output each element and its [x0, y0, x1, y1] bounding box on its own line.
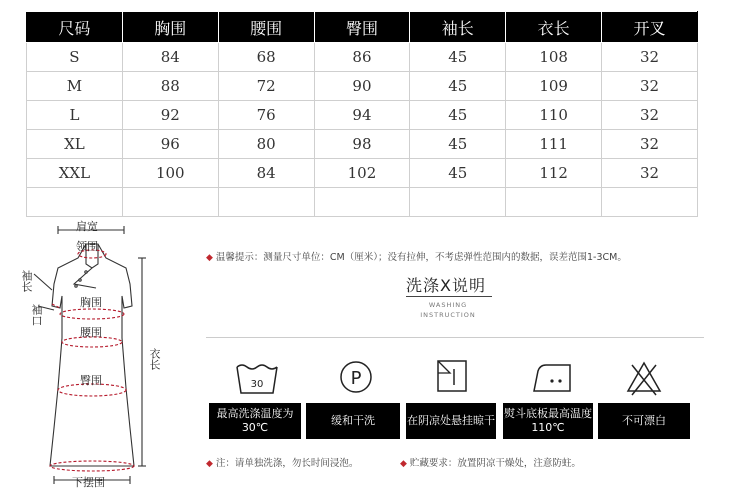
table-row: [27, 43, 698, 72]
table-cell: 76: [218, 101, 314, 130]
table-cell: [410, 188, 506, 217]
tip-text: 温馨提示：测量尺寸单位：CM（厘米）；没有拉伸，不考虑弹性范围内的数据，误差范围1-3CM。: [215, 252, 627, 263]
iron-icon: [526, 357, 578, 401]
dry-clean-label: P: [350, 368, 362, 389]
wash-divider: [406, 296, 492, 297]
shade-dry-icon: [432, 357, 472, 401]
table-cell: 112: [506, 159, 602, 188]
diamond-bullet-icon: ◆: [206, 459, 213, 469]
dry-clean-icon: [336, 357, 376, 401]
header-bust: 胸围: [122, 12, 218, 43]
table-cell: 72: [218, 72, 314, 101]
table-cell: 94: [314, 101, 410, 130]
size-table-body: [27, 43, 698, 217]
wash-subtitle: WASHING INSTRUCTION: [420, 301, 476, 319]
table-cell: 32: [602, 43, 698, 72]
label-shoulder: 肩宽: [76, 220, 98, 233]
table-cell: 98: [314, 130, 410, 159]
table-cell: 45: [410, 101, 506, 130]
size-table: [26, 11, 698, 217]
table-cell: L: [27, 101, 123, 130]
diamond-bullet-icon: ◆: [400, 459, 407, 469]
header-waist: 腰围: [218, 12, 314, 43]
table-cell: S: [27, 43, 123, 72]
table-cell: [506, 188, 602, 217]
table-cell: XL: [27, 130, 123, 159]
label-collar: 领围: [76, 240, 98, 253]
no-bleach-icon: [624, 357, 664, 401]
table-cell: [602, 188, 698, 217]
table-cell: 45: [410, 159, 506, 188]
table-cell: 108: [506, 43, 602, 72]
table-cell: 86: [314, 43, 410, 72]
table-cell: 96: [122, 130, 218, 159]
caption-dry-clean: 缓和干洗: [306, 403, 400, 439]
section-divider: [206, 337, 704, 338]
table-cell: M: [27, 72, 123, 101]
table-cell: 32: [602, 159, 698, 188]
diamond-bullet-icon: ◆: [206, 253, 213, 263]
table-cell: 68: [218, 43, 314, 72]
table-cell: [27, 188, 123, 217]
table-cell: 45: [410, 72, 506, 101]
label-hem: 下摆围: [72, 476, 105, 489]
label-hip: 臀围: [80, 374, 102, 387]
measurement-tip: [206, 249, 627, 263]
wash-title: 洗涤X说明: [406, 276, 486, 295]
header-slit: 开叉: [602, 12, 698, 43]
care-note-text: 注：请单独洗涤，勿长时间浸泡。: [215, 458, 359, 469]
table-cell: 80: [218, 130, 314, 159]
caption-iron-temp: 熨斗底板最高温度110℃: [503, 403, 593, 439]
table-row: [27, 101, 698, 130]
storage-note-text: 贮藏要求：放置阴凉干燥处，注意防蛀。: [409, 458, 581, 469]
table-cell: [314, 188, 410, 217]
wash-tub-icon: [234, 357, 280, 401]
table-cell: 84: [218, 159, 314, 188]
table-cell: [218, 188, 314, 217]
dress-measurement-figure: [0, 218, 190, 492]
table-cell: 45: [410, 130, 506, 159]
wash-temp-label: 30: [250, 379, 264, 390]
table-cell: 110: [506, 101, 602, 130]
table-row: [27, 188, 698, 217]
table-row: [27, 130, 698, 159]
caption-wash-temp: 最高洗涤温度为30℃: [209, 403, 301, 439]
label-cuff: 袖口: [30, 304, 43, 326]
label-waist: 腰围: [80, 326, 102, 339]
header-size: 尺码: [27, 12, 123, 43]
table-cell: 45: [410, 43, 506, 72]
table-cell: 32: [602, 130, 698, 159]
table-cell: 109: [506, 72, 602, 101]
table-row: [27, 72, 698, 101]
label-bust: 胸围: [80, 296, 102, 309]
table-cell: [122, 188, 218, 217]
table-row: [27, 159, 698, 188]
label-sleeve: 袖长: [20, 270, 33, 292]
table-cell: 88: [122, 72, 218, 101]
table-cell: 32: [602, 101, 698, 130]
table-cell: XXL: [27, 159, 123, 188]
table-cell: 84: [122, 43, 218, 72]
table-cell: 102: [314, 159, 410, 188]
care-note: [206, 455, 358, 469]
table-cell: 100: [122, 159, 218, 188]
size-table-header: [27, 12, 698, 43]
storage-note: [400, 455, 581, 469]
header-length: 衣长: [506, 12, 602, 43]
table-cell: 111: [506, 130, 602, 159]
header-sleeve: 袖长: [410, 12, 506, 43]
table-cell: 92: [122, 101, 218, 130]
caption-shade-dry: 在阴凉处悬挂晾干: [406, 403, 496, 439]
table-cell: 90: [314, 72, 410, 101]
caption-no-bleach: 不可漂白: [598, 403, 690, 439]
label-length: 衣长: [148, 348, 161, 370]
header-hip: 臀围: [314, 12, 410, 43]
table-cell: 32: [602, 72, 698, 101]
